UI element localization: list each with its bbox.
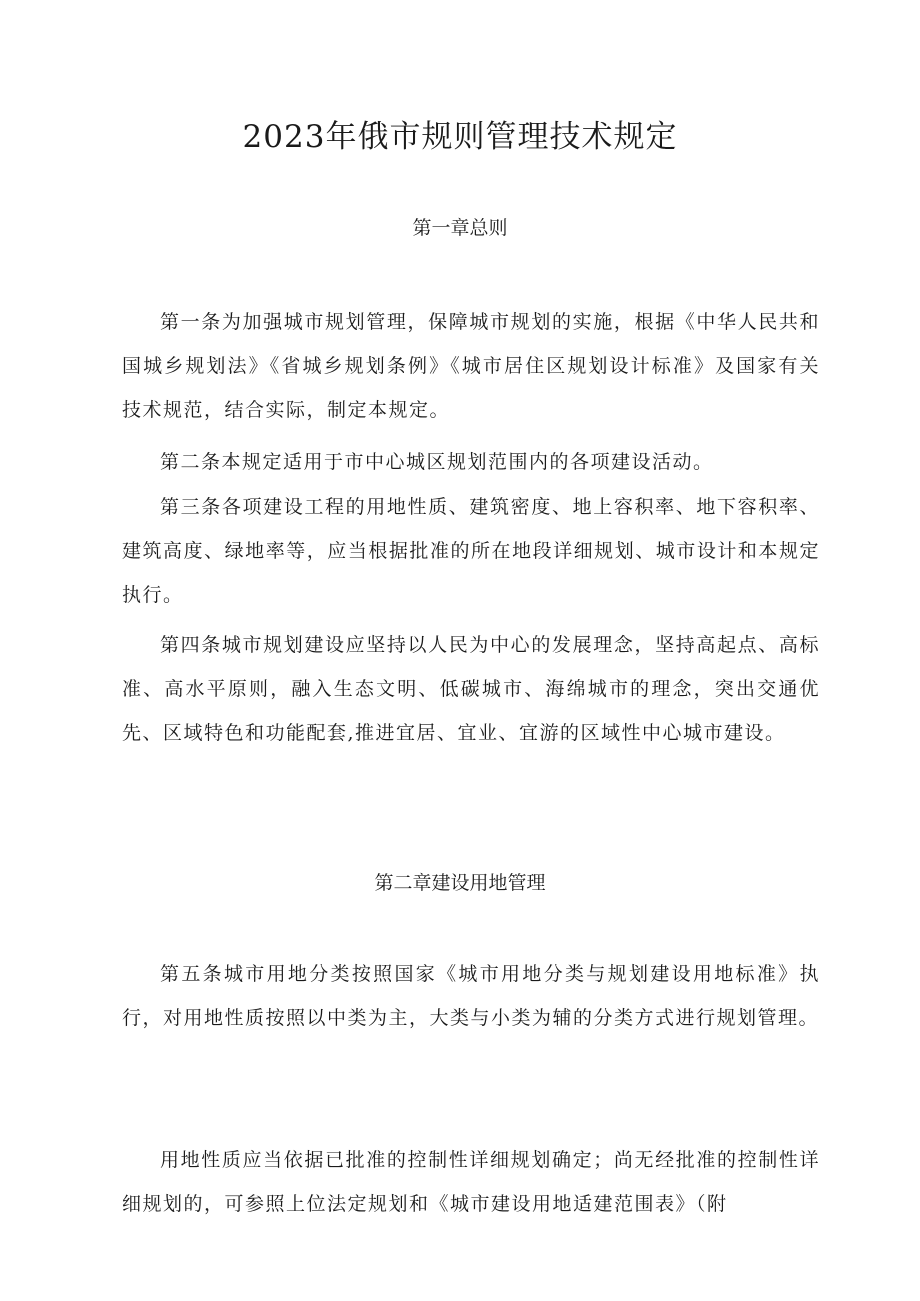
article-3: 第三条各项建设工程的用地性质、建筑密度、地上容积率、地下容积率、建筑高度、绿地率等，应当根据批准的所在地段详细规划、城市设计和本规定执行。 xyxy=(122,496,820,606)
article-2: 第二条本规定适用于市中心城区规划范围内的各项建设活动。 xyxy=(160,451,714,473)
chapter-1-heading: 第一章总则 xyxy=(412,217,508,239)
document-title: 2023年俄市规则管理技术规定 xyxy=(242,119,678,155)
chapter-2-heading: 第二章建设用地管理 xyxy=(374,872,546,894)
article-4: 第四条城市规划建设应坚持以人民为中心的发展理念，坚持高起点、高标准、高水平原则，融入生态文明、低碳城市、海绵城市的理念，突出交通优先、区域特色和功能配套,推进宜居、宜业、宜游的区域性中心城市建设。 xyxy=(122,634,820,744)
article-5-paragraph-2: 用地性质应当依据已批准的控制性详细规划确定；尚无经批准的控制性详细规划的，可参照上位法定规划和《城市建设用地适建范围表》（附 xyxy=(122,1149,820,1215)
article-5: 第五条城市用地分类按照国家《城市用地分类与规划建设用地标准》执行，对用地性质按照以中类为主，大类与小类为辅的分类方式进行规划管理。 xyxy=(122,963,820,1029)
article-1: 第一条为加强城市规划管理，保障城市规划的实施，根据《中华人民共和国城乡规划法》《省城乡规划条例》《城市居住区规划设计标准》及国家有关技术规范，结合实际，制定本规定。 xyxy=(122,311,820,421)
